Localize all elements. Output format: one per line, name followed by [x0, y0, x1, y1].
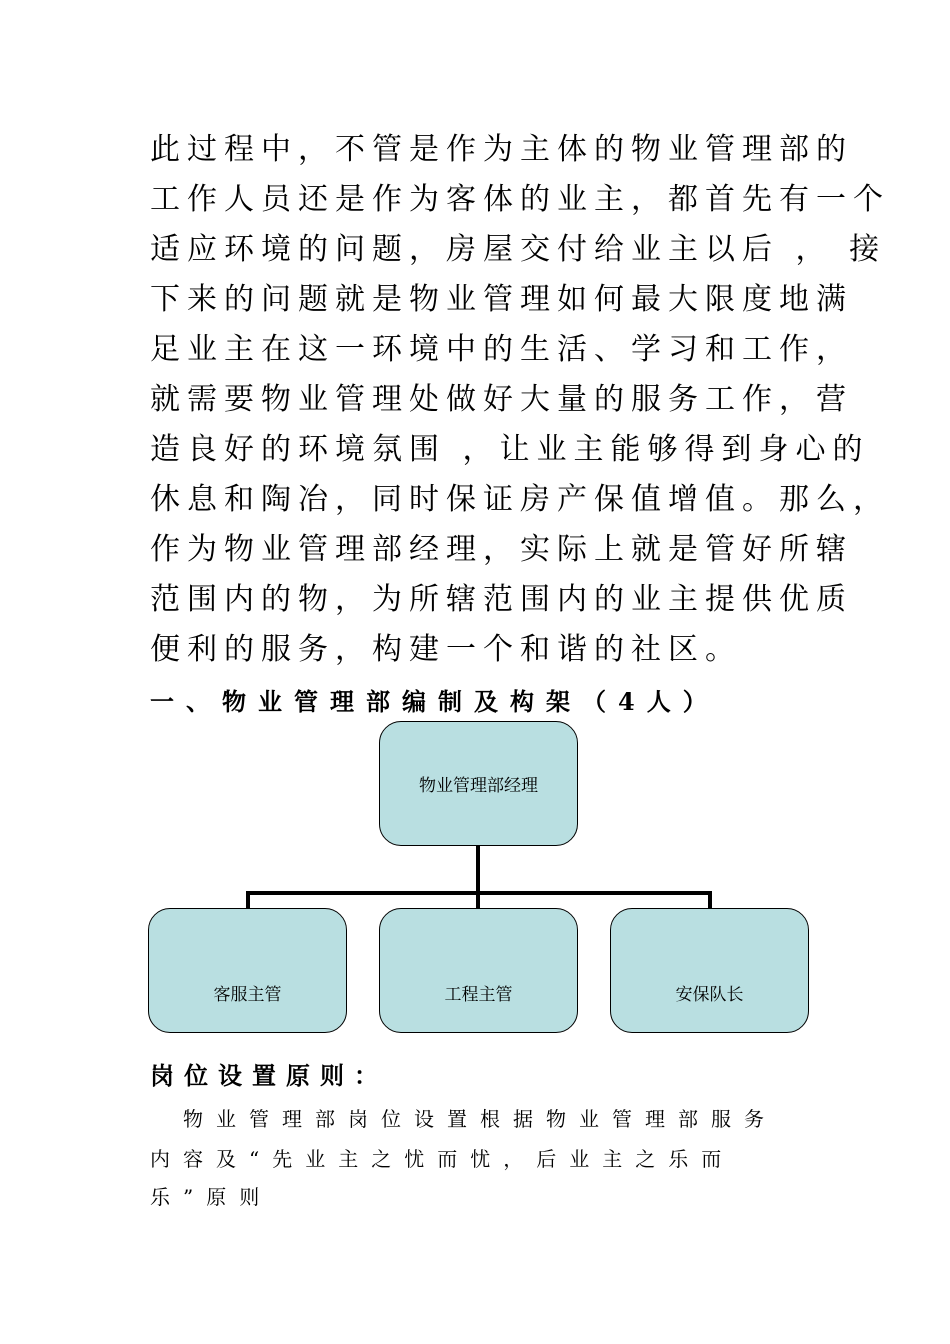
org-node-security — [610, 908, 809, 1033]
org-node-label: 工程主管 — [444, 985, 513, 1005]
principle-heading: 岗位设置原则： — [150, 1061, 388, 1090]
org-node-label: 安保队长 — [675, 985, 744, 1005]
paragraph-line: 此过程中，不管是作为主体的物业管理部的 — [150, 132, 853, 167]
paragraph-line: 工作人员还是作为客体的业主，都首先有一个 — [150, 182, 890, 217]
paragraph-line: 作为物业管理部经理，实际上就是管好所辖 — [150, 532, 853, 567]
principle-line: 内容及“先业主之忧而忧，后业主之乐而 — [150, 1147, 735, 1171]
principle-line: 乐”原则 — [150, 1185, 273, 1209]
paragraph-line: 休息和陶冶，同时保证房产保值增值。那么， — [150, 482, 890, 517]
section-heading: 一、物业管理部编制及构架（4人） — [150, 687, 719, 716]
connector-left — [246, 891, 250, 909]
org-node-customer-service — [148, 908, 347, 1033]
connector-middle — [476, 891, 480, 909]
paragraph-line: 足业主在这一环境中的生活、学习和工作， — [150, 332, 853, 367]
connector-vertical-root — [476, 845, 480, 893]
org-node-root — [379, 721, 578, 846]
paragraph-line: 造良好的环境氛围 ，让业主能够得到身心的 — [150, 432, 870, 467]
connector-right — [708, 891, 712, 909]
org-node-label: 物业管理部经理 — [419, 776, 538, 796]
principle-line: 物业管理部岗位设置根据物业管理部服务 — [150, 1107, 777, 1131]
org-node-label: 客服主管 — [213, 985, 282, 1005]
paragraph-line: 就需要物业管理处做好大量的服务工作，营 — [150, 382, 853, 417]
org-node-engineering — [379, 908, 578, 1033]
paragraph-line: 便利的服务，构建一个和谐的社区。 — [150, 632, 742, 667]
paragraph-line: 适应环境的问题，房屋交付给业主以后 ， 接 — [150, 232, 887, 267]
paragraph-line: 范围内的物，为所辖范围内的业主提供优质 — [150, 582, 853, 617]
paragraph-line: 下来的问题就是物业管理如何最大限度地满 — [150, 282, 853, 317]
